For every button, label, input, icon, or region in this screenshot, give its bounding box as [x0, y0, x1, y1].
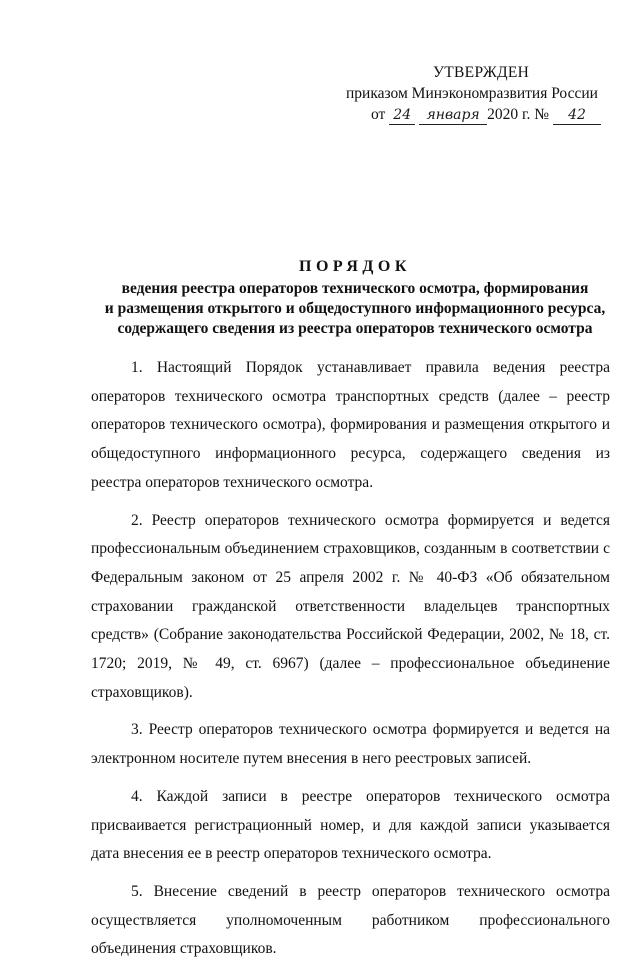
title-line-1: ведения реестра операторов технического осмотра, формирования: [121, 280, 589, 297]
paragraph-5: 5. Внесение сведений в реестр операторов технического осмотра осуществляется уполномоченным работником профессионального объединения страховщиков.: [91, 882, 610, 958]
paragraph-1: 1. Настоящий Порядок устанавливает правила ведения реестра операторов технического осмотра транспортных средств (далее – реестр операторов технического осмотра), формирования и размещения открытого и общедоступного информационного ресурса, содержащего сведения из реестра операторов технического осмотра.: [91, 359, 610, 491]
date-prefix: от: [371, 106, 386, 123]
title-heading: ПОРЯДОК: [299, 258, 411, 275]
handwritten-month: января: [419, 107, 487, 125]
handwritten-order-number: 42: [553, 107, 601, 125]
approval-block: [330, 62, 600, 125]
approval-dateline: [371, 104, 600, 125]
document-title: [80, 257, 630, 339]
paragraph-3: 3. Реестр операторов технического осмотра формируется и ведется на электронном носителе путем внесения в него реестровых записей.: [91, 721, 610, 768]
approval-ministry: приказом Минэкономразвития России: [346, 85, 598, 102]
title-line-3: содержащего сведения из реестра операторов технического осмотра: [117, 320, 593, 337]
handwritten-day: 24: [389, 107, 415, 125]
approval-stamp: УТВЕРЖДЕН: [433, 64, 530, 81]
paragraph-4: 4. Каждой записи в реестре операторов технического осмотра присваивается регистрационный номер, и для каждой записи указывается дата внесения ее в реестр операторов технического осмотра.: [91, 787, 610, 863]
paragraph-2: 2. Реестр операторов технического осмотра формируется и ведется профессиональным объединением страховщиков, созданным в соответствии с Федеральным законом от 25 апреля 2002 г. № 40-ФЗ «Об обязательном страховании гражданской ответственности владельцев транспортных средств» (Собрание законодательства Российской Федерации, 2002, № 18, ст. 1720; 2019, № 49, ст. 6967) (далее – профессиональное объединение страховщиков).: [91, 511, 610, 701]
date-year: 2020 г. №: [487, 106, 550, 123]
title-line-2: и размещения открытого и общедоступного информационного ресурса,: [104, 300, 606, 317]
document-body: [91, 354, 610, 973]
